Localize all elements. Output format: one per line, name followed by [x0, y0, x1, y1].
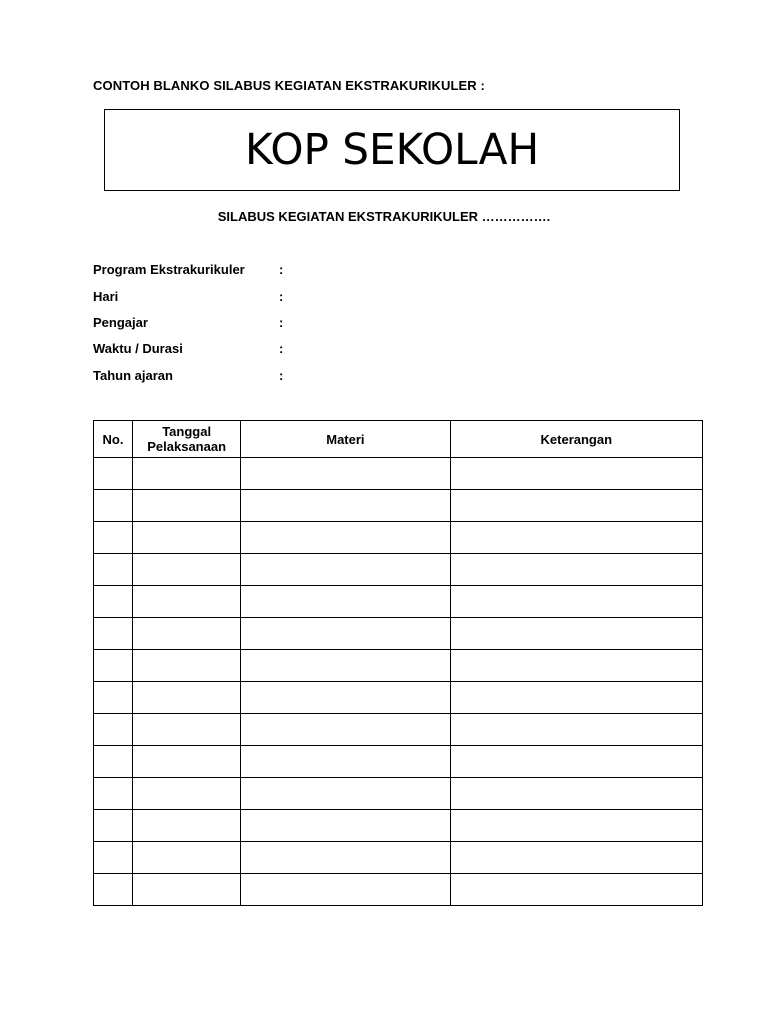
- table-row: [94, 842, 703, 874]
- cell-no: [94, 714, 133, 746]
- cell-tanggal: [133, 810, 241, 842]
- cell-keterangan: [450, 810, 702, 842]
- cell-materi: [241, 682, 450, 714]
- info-field-tahun-ajaran: [93, 368, 283, 383]
- header-materi: Materi: [241, 421, 450, 458]
- syllabus-table: [93, 420, 703, 906]
- cell-keterangan: [450, 682, 702, 714]
- syllabus-title: SILABUS KEGIATAN EKSTRAKURIKULER …………….: [217, 209, 551, 224]
- table-header-row: [94, 421, 703, 458]
- info-field-waktu: [93, 341, 283, 356]
- cell-tanggal: [133, 682, 241, 714]
- cell-materi: [241, 586, 450, 618]
- cell-keterangan: [450, 746, 702, 778]
- cell-materi: [241, 810, 450, 842]
- info-colon: :: [279, 341, 284, 356]
- header-tanggal-pelaksanaan: [133, 421, 241, 458]
- table-row: [94, 618, 703, 650]
- cell-keterangan: [450, 522, 702, 554]
- table-row: [94, 490, 703, 522]
- cell-keterangan: [450, 586, 702, 618]
- header-tanggal-line1: Tanggal: [162, 424, 212, 439]
- header-tanggal-line2: Pelaksanaan: [147, 439, 227, 454]
- info-colon: :: [279, 368, 284, 383]
- info-label: Hari: [93, 289, 119, 304]
- cell-tanggal: [133, 586, 241, 618]
- cell-keterangan: [450, 650, 702, 682]
- cell-materi: [241, 714, 450, 746]
- cell-materi: [241, 490, 450, 522]
- info-label: Pengajar: [93, 315, 148, 330]
- cell-no: [94, 746, 133, 778]
- cell-no: [94, 810, 133, 842]
- info-label: Waktu / Durasi: [93, 341, 183, 356]
- header-no: No.: [94, 421, 133, 458]
- cell-tanggal: [133, 618, 241, 650]
- table-row: [94, 714, 703, 746]
- cell-tanggal: [133, 490, 241, 522]
- cell-no: [94, 586, 133, 618]
- table-row: [94, 586, 703, 618]
- cell-no: [94, 650, 133, 682]
- cell-keterangan: [450, 874, 702, 906]
- table-row: [94, 682, 703, 714]
- cell-keterangan: [450, 554, 702, 586]
- table-row: [94, 522, 703, 554]
- cell-keterangan: [450, 778, 702, 810]
- cell-keterangan: [450, 490, 702, 522]
- table-body: [94, 458, 703, 906]
- cell-no: [94, 458, 133, 490]
- cell-materi: [241, 778, 450, 810]
- cell-tanggal: [133, 778, 241, 810]
- cell-no: [94, 554, 133, 586]
- cell-materi: [241, 842, 450, 874]
- cell-no: [94, 682, 133, 714]
- cell-tanggal: [133, 874, 241, 906]
- cell-keterangan: [450, 842, 702, 874]
- cell-materi: [241, 522, 450, 554]
- cell-materi: [241, 650, 450, 682]
- cell-tanggal: [133, 746, 241, 778]
- school-letterhead-text: KOP SEKOLAH: [244, 125, 540, 175]
- school-letterhead-box: [104, 109, 680, 191]
- table-row: [94, 554, 703, 586]
- cell-tanggal: [133, 522, 241, 554]
- cell-keterangan: [450, 618, 702, 650]
- table-row: [94, 810, 703, 842]
- cell-materi: [241, 874, 450, 906]
- table-row: [94, 746, 703, 778]
- header-keterangan: Keterangan: [450, 421, 702, 458]
- cell-materi: [241, 458, 450, 490]
- document-heading: CONTOH BLANKO SILABUS KEGIATAN EKSTRAKURIKULER :: [93, 78, 485, 93]
- cell-tanggal: [133, 650, 241, 682]
- cell-no: [94, 874, 133, 906]
- cell-tanggal: [133, 458, 241, 490]
- cell-no: [94, 842, 133, 874]
- cell-keterangan: [450, 458, 702, 490]
- info-field-hari: [93, 289, 283, 304]
- table-row: [94, 458, 703, 490]
- cell-materi: [241, 554, 450, 586]
- info-label: Tahun ajaran: [93, 368, 173, 383]
- cell-materi: [241, 618, 450, 650]
- cell-no: [94, 618, 133, 650]
- cell-materi: [241, 746, 450, 778]
- info-colon: :: [279, 289, 284, 304]
- table-row: [94, 778, 703, 810]
- cell-no: [94, 490, 133, 522]
- info-colon: :: [279, 315, 284, 330]
- cell-no: [94, 778, 133, 810]
- info-colon: :: [279, 262, 284, 277]
- info-field-pengajar: [93, 315, 283, 330]
- cell-tanggal: [133, 842, 241, 874]
- table-row: [94, 874, 703, 906]
- cell-no: [94, 522, 133, 554]
- info-field-program: [93, 262, 283, 277]
- info-label: Program Ekstrakurikuler: [93, 262, 245, 277]
- cell-tanggal: [133, 714, 241, 746]
- cell-keterangan: [450, 714, 702, 746]
- cell-tanggal: [133, 554, 241, 586]
- table-row: [94, 650, 703, 682]
